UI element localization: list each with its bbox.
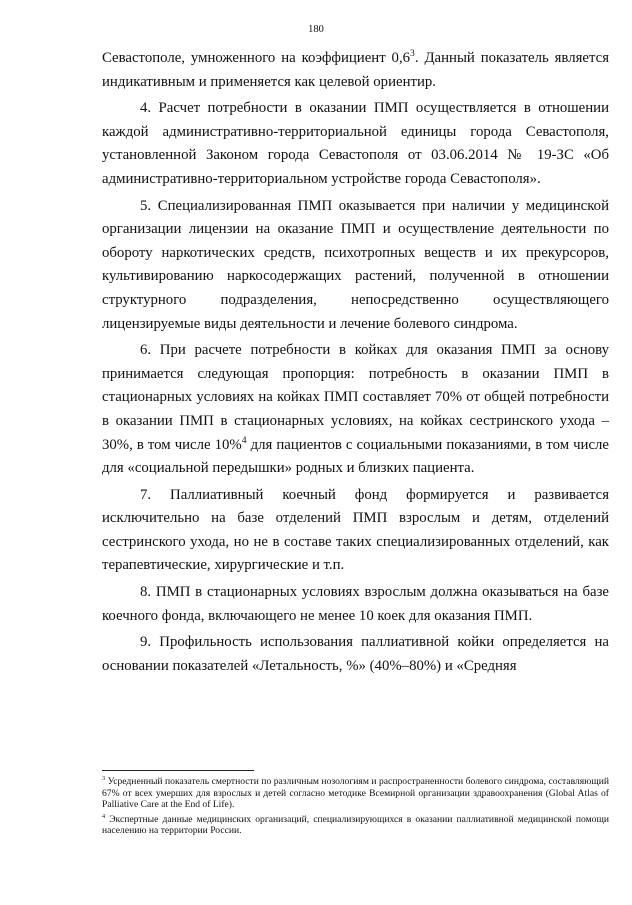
body-text bbox=[102, 47, 609, 678]
footnote-separator bbox=[102, 770, 254, 771]
paragraph-item-5: 5. Специализированная ПМП оказывается при наличии у медицинской организации лицензии на оказание ПМП и осуществление деятельности по обороту наркотических средств, психотропных веществ и их прекурсоров, культивированию наркосодержащих растений, полученной в отношении структурного подразделения, непосредственно осуществляющего лицензируемые виды деятельности и лечение болевого синдрома. bbox=[102, 197, 609, 332]
footnote-ref-3: 3 bbox=[410, 48, 415, 60]
paragraph-continuation: Севастополе, умноженного на коэффициент $0,6^3$. Данный показатель является индикативным и применяется как целевой ориентир. bbox=[102, 48, 609, 90]
footnotes bbox=[102, 770, 609, 840]
paragraph-item-8: 8. ПМП в стационарных условиях взрослым должна оказываться на базе коечного фонда, включающего не менее 10 коек для оказания ПМП. bbox=[102, 584, 609, 624]
paragraph-item-6: 6. При расчете потребности в койках для оказания ПМП за основу принимается следующая пропорция: потребность в оказании ПМП в стационарных условиях на койках ПМП составляет 70% от общей потребности в оказании ПМП в стационарных условиях, на койках сестринского ухода – 30%, в том числе 10%$^4$ для пациентов с социальными показаниями, в том числе для «социальной передышки» родных и близких пациента. bbox=[102, 342, 609, 477]
footnote-4: $^4$ Экспертные данные медицинских организаций, специализирующихся в оказании паллиативной медицинской помощи населению на территории России. bbox=[102, 812, 609, 837]
paragraph-item-9: 9. Профильность использования паллиативной койки определяется на основании показателей «Летальность, %» (40%–80%) и «Средняя bbox=[102, 634, 609, 674]
footnote-ref-4: 4 bbox=[241, 434, 247, 446]
page-number: 180 bbox=[308, 24, 324, 35]
footnote-3: $^3$ Усредненный показатель смертности по различным нозологиям и распространенности болевого синдрома, составляющий 67% от всех умерших для взрослых и детей согласно методике Всемирной организации здравоохранения (Global Atlas of Palliative Care at the End of Life). bbox=[102, 774, 609, 811]
paragraph-item-4: 4. Расчет потребности в оказании ПМП осуществляется в отношении каждой административно-территориальной единицы города Севастополя, установленной Законом города Севастополя от 03.06.2014 № 19-ЗС «Об административно-территориальном устройстве города Севастополя». bbox=[102, 100, 609, 187]
paragraph-item-7: 7. Паллиативный коечный фонд формируется и развивается исключительно на базе отделений ПМП взрослым и детям, отделений сестринского ухода, но не в составе таких специализированных отделений, как терапевтические, хирургические и т.п. bbox=[102, 486, 609, 574]
